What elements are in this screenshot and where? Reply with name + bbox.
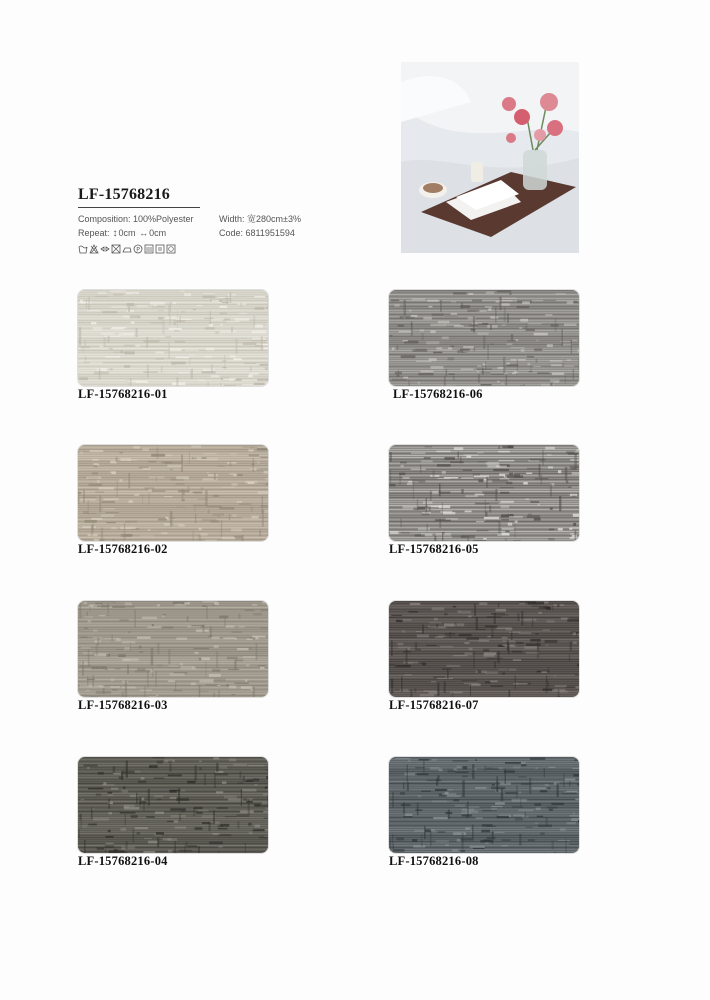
swatch-code-04: LF-15768216-04	[78, 854, 168, 868]
lifestyle-photo	[401, 62, 579, 253]
swatch-04[interactable]	[78, 757, 268, 853]
swatch-code-02: LF-15768216-02	[78, 542, 168, 556]
vertical-arrow-icon: ↕	[112, 228, 118, 239]
swatch-06[interactable]	[389, 290, 579, 386]
width-text: Width: 宽280cm±3%	[219, 214, 301, 224]
care-icons	[78, 241, 176, 254]
swatch-08[interactable]	[389, 757, 579, 853]
repeat-horizontal: 0cm	[149, 228, 167, 238]
swatch-07[interactable]	[389, 601, 579, 697]
flat-dry-icon	[155, 241, 165, 251]
horizontal-arrow-icon: ↔	[139, 228, 149, 238]
swatch-01[interactable]	[78, 290, 268, 386]
iron-low-icon	[122, 241, 132, 251]
title-underline	[78, 207, 200, 208]
no-dryclean-icon	[111, 241, 121, 251]
swatch-code-01: LF-15768216-01	[78, 387, 168, 401]
swatch-code-07: LF-15768216-07	[389, 698, 479, 712]
swatch-05[interactable]	[389, 445, 579, 541]
repeat-label: Repeat:	[78, 228, 110, 238]
svg-text:P: P	[136, 246, 140, 254]
product-specs	[78, 212, 301, 240]
line-dry-icon	[166, 241, 176, 251]
swatch-code-03: LF-15768216-03	[78, 698, 168, 712]
drip-dry-icon	[144, 241, 154, 251]
swatch-code-05: LF-15768216-05	[389, 542, 479, 556]
swatch-code-06: LF-15768216-06	[393, 387, 483, 401]
no-bleach-icon	[89, 241, 99, 251]
code-text: Code: 6811951594	[219, 228, 295, 238]
no-tumble-icon	[100, 241, 110, 251]
professional-clean-icon	[133, 241, 143, 254]
repeat-vertical: 0cm	[118, 228, 136, 238]
swatch-02[interactable]	[78, 445, 268, 541]
composition-text: Composition: 100%Polyester	[78, 214, 194, 224]
swatch-code-08: LF-15768216-08	[389, 854, 479, 868]
product-title: LF-15768216	[78, 186, 170, 203]
wash-30-icon	[78, 241, 88, 251]
swatch-03[interactable]	[78, 601, 268, 697]
